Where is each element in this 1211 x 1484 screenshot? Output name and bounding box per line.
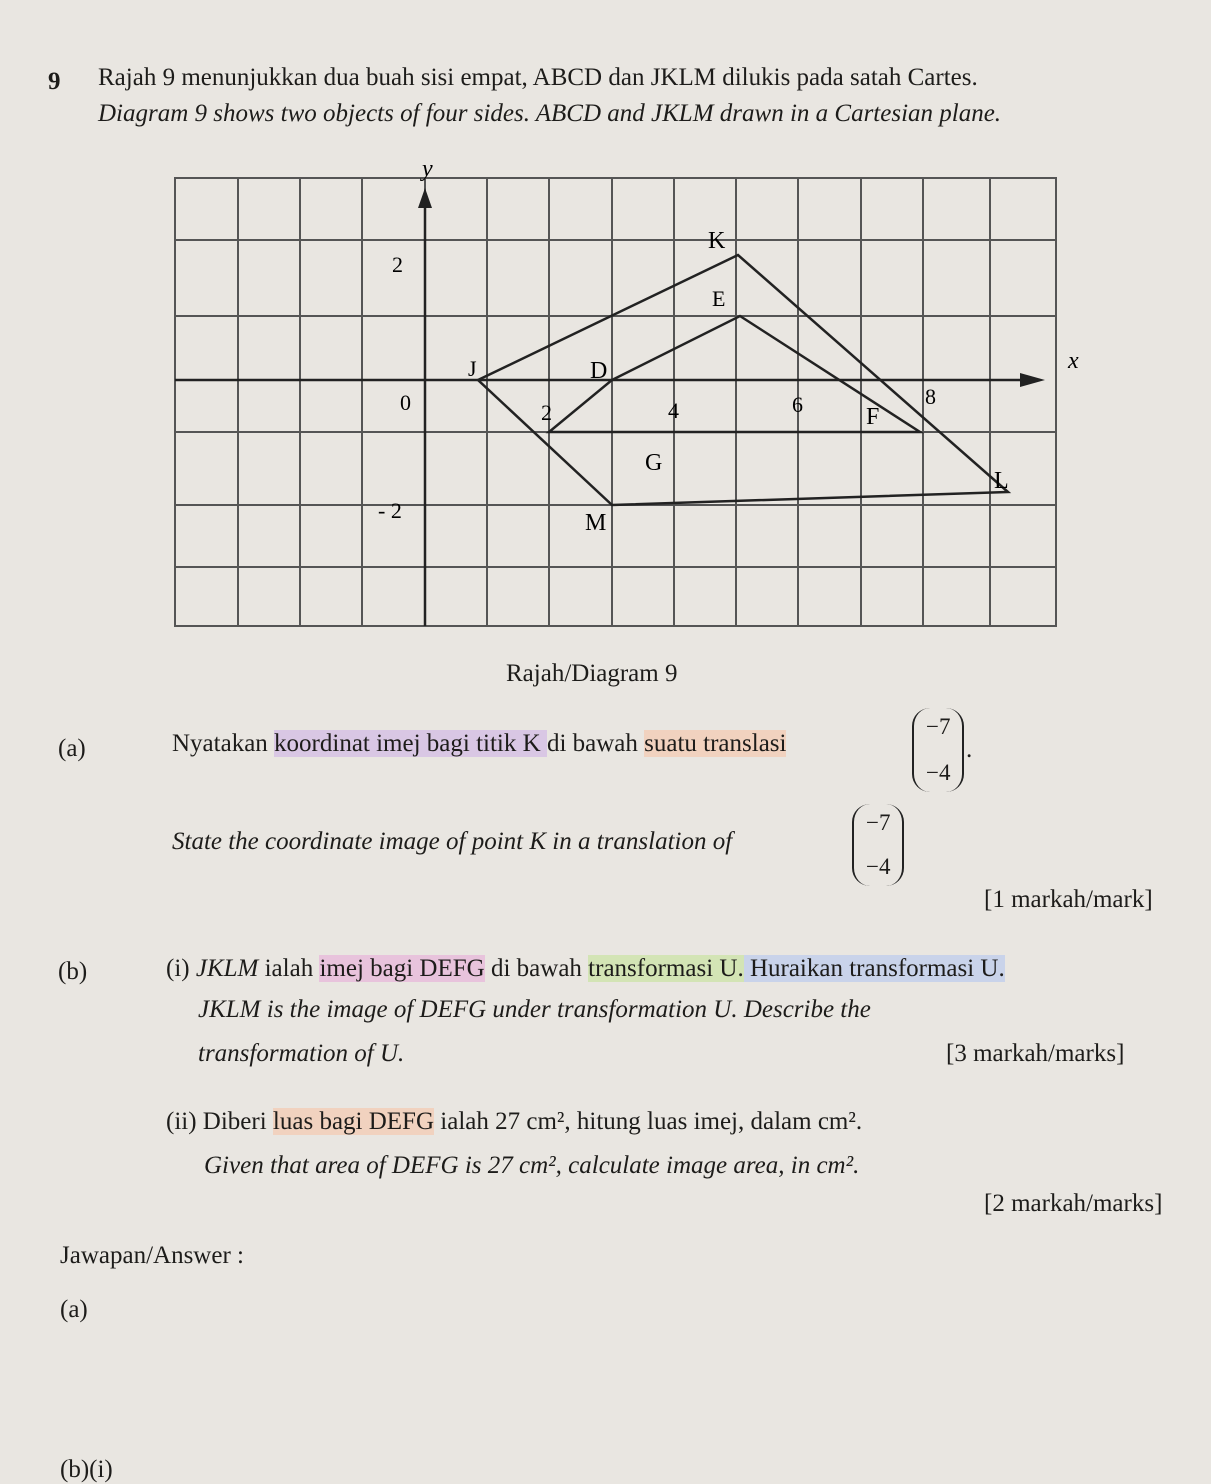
point-label-K: K [708,228,726,254]
part-b-i-my-1: JKLM [195,955,259,982]
tick-x4: 4 [668,398,679,423]
part-a-text-en: State the coordinate image of point K in a translation of [172,828,733,855]
part-a-my-1: Nyatakan [172,730,275,757]
question-line-en: Diagram 9 shows two objects of four sides. ABCD and JKLM drawn in a Cartesian plane. [98,100,1002,127]
translation-matrix-2 [852,804,904,886]
point-label-L: L [994,468,1009,494]
tick-yneg2: - 2 [378,498,402,523]
part-b-i-marks: [3 markah/marks] [946,1040,1125,1067]
diagram-caption: Rajah/Diagram 9 [506,660,678,687]
part-a-marks: [1 markah/mark] [984,886,1153,913]
part-a-text-my [172,730,786,758]
matrix-2-bottom: −4 [866,854,891,879]
tick-x8: 8 [925,384,936,409]
question-number: 9 [48,68,61,95]
part-b-i-my-6: Huraikan transformasi U. [743,955,1005,982]
part-b-ii-text-my [166,1108,862,1136]
part-b-ii-text-en: Given that area of DEFG is 27 cm², calculate image area, in cm². [204,1152,860,1179]
point-label-E: E [712,286,726,311]
point-label-G: G [645,450,663,476]
matrix-2-top: −7 [866,810,891,835]
y-axis-arrow [418,188,432,208]
part-b-i-my-4: di bawah [484,955,589,982]
part-b-i-text-my [166,955,1005,983]
axis-label-x: x [1068,348,1079,374]
part-b-i-text-en-2: transformation of U. [198,1040,405,1067]
part-b-ii-marks: [2 markah/marks] [984,1190,1163,1217]
tick-x6: 6 [792,392,803,417]
matrix-1-top: −7 [926,714,951,739]
part-b-i-label: (i) [166,955,196,982]
x-axis-arrow [1020,373,1045,387]
part-b-i-my-5: transformasi U. [588,955,744,982]
tick-y2: 2 [392,252,403,277]
axes [175,195,1040,626]
point-label-M: M [585,510,607,536]
cartesian-diagram [0,0,1211,660]
grid [175,178,1056,626]
part-b-i-my-2: ialah [258,955,320,982]
point-label-J: J [468,356,477,381]
answer-b-i-label: (b)(i) [60,1456,113,1483]
part-b-ii-my-1: luas bagi DEFG [272,1108,435,1135]
part-b-i-text-en-1: JKLM is the image of DEFG under transformation U. Describe the [198,996,871,1023]
part-b-label: (b) [58,958,88,985]
question-line-my: Rajah 9 menunjukkan dua buah sisi empat, ABCD dan JKLM dilukis pada satah Cartes. [98,64,978,91]
part-a-my-3: di bawah [546,730,645,757]
part-b-i-my-3: imej bagi DEFG [319,955,485,982]
part-a-period: . [966,736,973,763]
part-b-ii-my-2: ialah 27 cm², hitung luas imej, dalam cm². [434,1108,863,1135]
point-label-F: F [866,404,880,430]
part-a-label: (a) [58,735,86,762]
part-a-my-4: suatu translasi [644,730,787,757]
axis-label-y: y [422,156,433,182]
part-b-ii-label: (ii) Diberi [166,1108,273,1135]
answer-heading: Jawapan/Answer : [60,1242,244,1269]
tick-x2: 2 [541,400,552,425]
point-label-D: D [590,358,608,384]
tick-origin: 0 [400,390,411,415]
answer-a-label: (a) [60,1296,88,1323]
part-a-my-2: koordinat imej bagi titik K [274,730,547,757]
translation-matrix-1 [912,708,964,792]
matrix-1-bottom: −4 [926,760,951,785]
